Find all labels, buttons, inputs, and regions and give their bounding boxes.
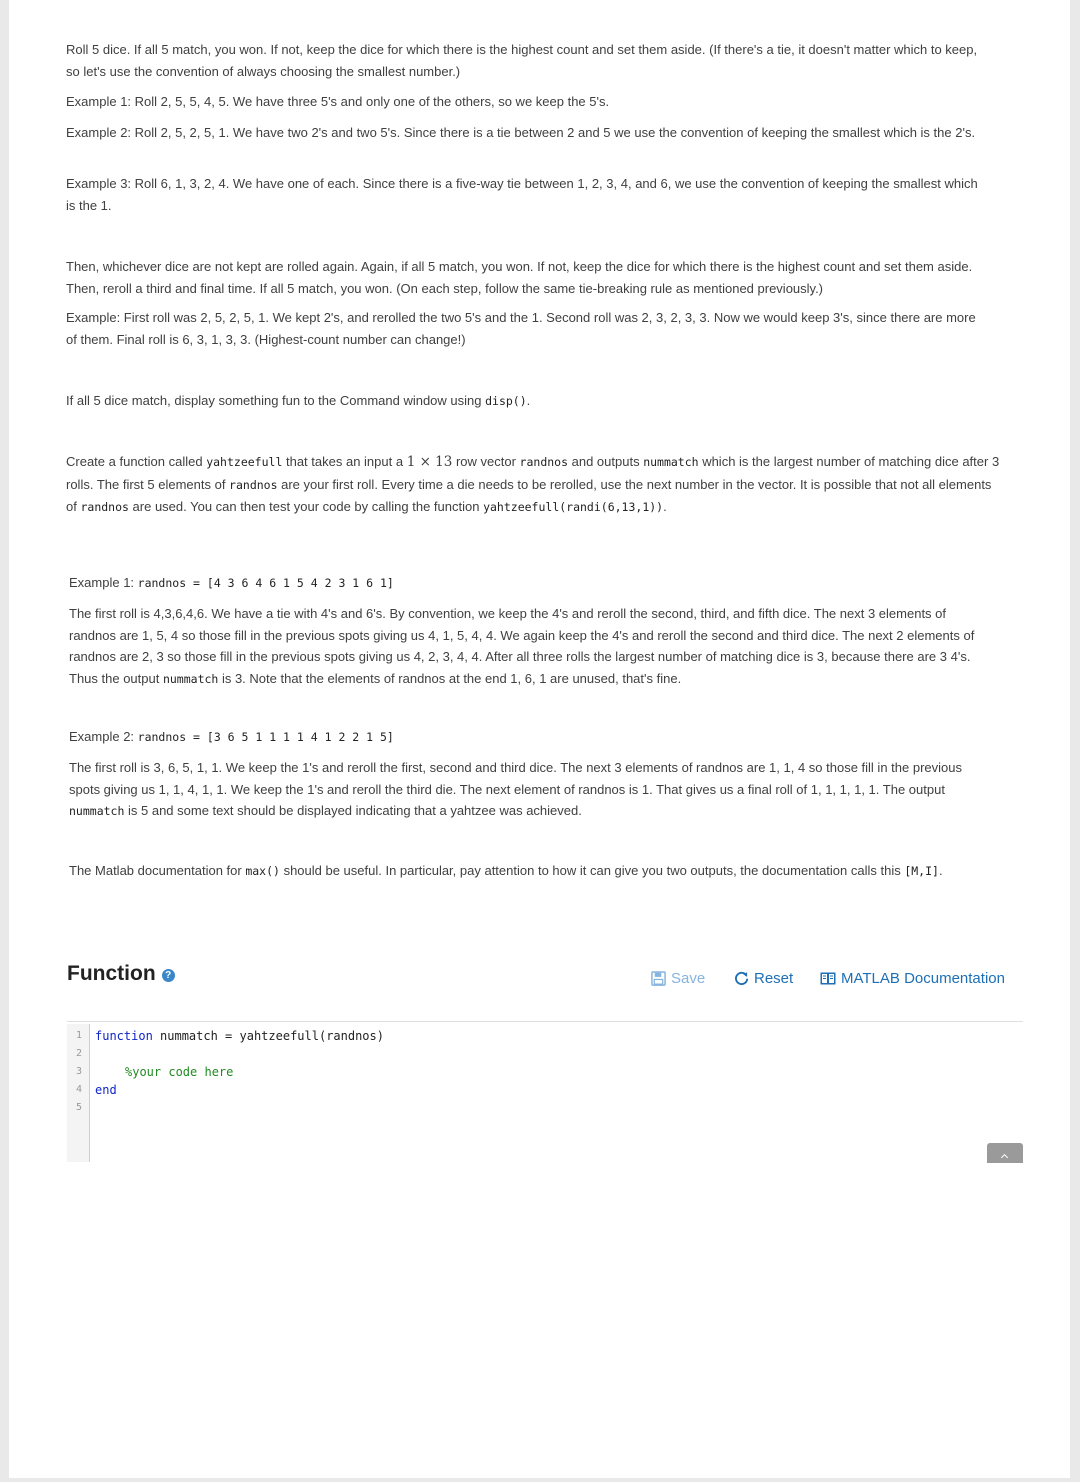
- matlab-documentation-link[interactable]: [820, 967, 1005, 989]
- help-icon[interactable]: ?: [162, 969, 175, 982]
- reset-icon: [734, 971, 749, 986]
- code-nummatch: nummatch: [643, 455, 699, 469]
- example-2-nummatch-code: nummatch: [69, 804, 125, 818]
- example-2-randnos-code: randnos = [3 6 5 1 1 1 1 4 1 2 2 1 5]: [137, 730, 394, 744]
- example-2-text-a: The first roll is 3, 6, 5, 1, 1. We keep the 1's and reroll the first, second and third dice. The next 3 elements of randnos are 1, 1, 4 so those fill in the previous spots giving us 1, 1, 4, 1, 1. We keep the 1's and reroll the third die. The next element of randnos is 1. That gives us a final roll of 1, 1, 1, 1, 1. The output: [69, 760, 962, 797]
- reroll-example-paragraph: Example: First roll was 2, 5, 2, 5, 1. We kept 2's, and rerolled the two 5's and the 1. Second roll was 2, 3, 2, 3, 3. Now we would keep 3's, since there are more of them. Final roll is 6, 3, 1, 3, 3. (Highest-count number can change!): [66, 310, 976, 347]
- create-text-1: Create a function called: [66, 454, 207, 469]
- line-number: 5: [75, 1102, 82, 1113]
- keyword-end: end: [95, 1083, 117, 1097]
- mi-code: [M,I]: [904, 864, 939, 878]
- code-line-3[interactable]: [125, 1065, 233, 1079]
- intro-paragraph: Roll 5 dice. If all 5 match, you won. If not, keep the dice for which there is the highest count and set them aside. (If there's a tie, it doesn't matter which to keep, so let's use the convention of always choosing the smallest number.): [66, 42, 978, 79]
- disp-paragraph: [66, 390, 996, 413]
- keyword-function: function: [95, 1029, 153, 1043]
- create-text-5: which is the largest number of matching dice after 3 rolls. The first 5 elements of: [66, 454, 1000, 492]
- code-comment: %your code here: [125, 1065, 234, 1079]
- example-2-label-text: Example 2:: [69, 729, 138, 744]
- example-1-paragraph: Example 1: Roll 2, 5, 5, 4, 5. We have three 5's and only one of the others, so we keep the 5's.: [66, 94, 610, 109]
- code-editor[interactable]: [67, 1024, 1023, 1162]
- example-2-paragraph: Example 2: Roll 2, 5, 2, 5, 1. We have two 2's and two 5's. Since there is a tie between 2 and 5 we use the convention of keeping the smallest which is the 2's.: [66, 125, 976, 140]
- disp-text: If all 5 dice match, display something fun to the Command window using: [66, 393, 486, 408]
- create-text-2: that takes an input a: [282, 454, 407, 469]
- example-2-explanation: [69, 757, 989, 823]
- line-number: 2: [75, 1048, 82, 1059]
- reset-label: Reset: [754, 969, 794, 987]
- function-section-header: [67, 962, 175, 986]
- function-signature: nummatch = yahtzeefull(randnos): [152, 1029, 384, 1043]
- reset-button[interactable]: [734, 967, 793, 989]
- save-icon: [651, 971, 666, 986]
- max-text-2: should be useful. In particular, pay attention to how it can give you two outputs, the documentation calls this: [279, 863, 905, 878]
- scroll-to-top-button[interactable]: [987, 1143, 1023, 1163]
- example-1-label-text: Example 1:: [69, 575, 138, 590]
- function-title: Function: [67, 962, 156, 985]
- book-icon: [820, 972, 836, 985]
- create-text-8: .: [663, 499, 667, 514]
- create-function-paragraph: [66, 451, 1001, 519]
- doc-label: MATLAB Documentation: [841, 969, 1005, 987]
- code-test-call: yahtzeefull(randi(6,13,1)): [483, 500, 664, 514]
- max-text-1: The Matlab documentation for: [69, 863, 246, 878]
- create-text-7: are used. You can then test your code by calling the function: [128, 499, 484, 514]
- disp-code: disp(): [485, 394, 527, 408]
- example-1-text-b: is 3. Note that the elements of randnos at the end 1, 6, 1 are unused, that's fine.: [218, 670, 682, 686]
- line-number: 4: [75, 1084, 82, 1095]
- code-randnos: randnos: [519, 455, 569, 469]
- example-1-label: [69, 572, 989, 595]
- create-text-6: are your first roll. Every time a die needs to be rerolled, use the next number in the vector. It is possible that not all elements of: [66, 476, 992, 514]
- example-2-label: [69, 726, 989, 749]
- code-line-4[interactable]: [95, 1083, 117, 1097]
- code-line-1[interactable]: [95, 1029, 384, 1043]
- line-number-gutter: [67, 1024, 90, 1162]
- example-2-text-b: is 5 and some text should be displayed indicating that a yahtzee was achieved.: [124, 803, 582, 818]
- save-button[interactable]: [651, 967, 705, 989]
- section-divider: [67, 1021, 1023, 1022]
- reroll-paragraph: Then, whichever dice are not kept are rolled again. Again, if all 5 match, you won. If not, keep the dice for which there is the highest count and set them aside. Then, reroll a third and final time. If all 5 match, you won. (On each step, follow the same tie-breaking rule as mentioned previously.): [66, 259, 973, 296]
- math-dimensions: 1 × 13: [406, 454, 453, 470]
- create-text-3: row vector: [452, 454, 520, 469]
- create-text-4: and outputs: [568, 454, 644, 469]
- save-label: Save: [671, 969, 706, 987]
- example-1-text-a: The first roll is 4,3,6,4,6. We have a tie with 4's and 6's. By convention, we keep the 4's and reroll the second, third, and fifth dice. The next 3 elements of randnos are 1, 5, 4 so those fill in the previous spots giving us 4, 1, 5, 4, 4. We again keep the 4's and reroll the second and third dice. The next 2 elements of randnos are 2, 3 so those fill in the previous spots giving us 4, 2, 3, 4, 4. After all three rolls the largest number of matching dice is 3, because there are 3 4's. Thus the output: [69, 606, 975, 686]
- code-randnos-3: randnos: [80, 500, 129, 514]
- code-randnos-2: randnos: [229, 477, 278, 492]
- disp-end: .: [526, 393, 531, 408]
- example-1-explanation: [69, 603, 989, 690]
- max-doc-paragraph: [69, 860, 989, 883]
- example-1-randnos-code: randnos = [4 3 6 4 6 1 5 4 2 3 1 6 1]: [137, 576, 394, 590]
- line-number: 3: [75, 1066, 82, 1077]
- code-yahtzeefull: yahtzeefull: [206, 455, 283, 469]
- example-1-nummatch-code: nummatch: [162, 671, 219, 686]
- max-text-3: .: [938, 863, 943, 878]
- example-3-paragraph: Example 3: Roll 6, 1, 3, 2, 4. We have one of each. Since there is a five-way tie between 1, 2, 3, 4, and 6, we use the convention of keeping the smallest which is the 1.: [66, 176, 978, 213]
- line-number: 1: [75, 1030, 82, 1041]
- max-code: max(): [245, 864, 280, 878]
